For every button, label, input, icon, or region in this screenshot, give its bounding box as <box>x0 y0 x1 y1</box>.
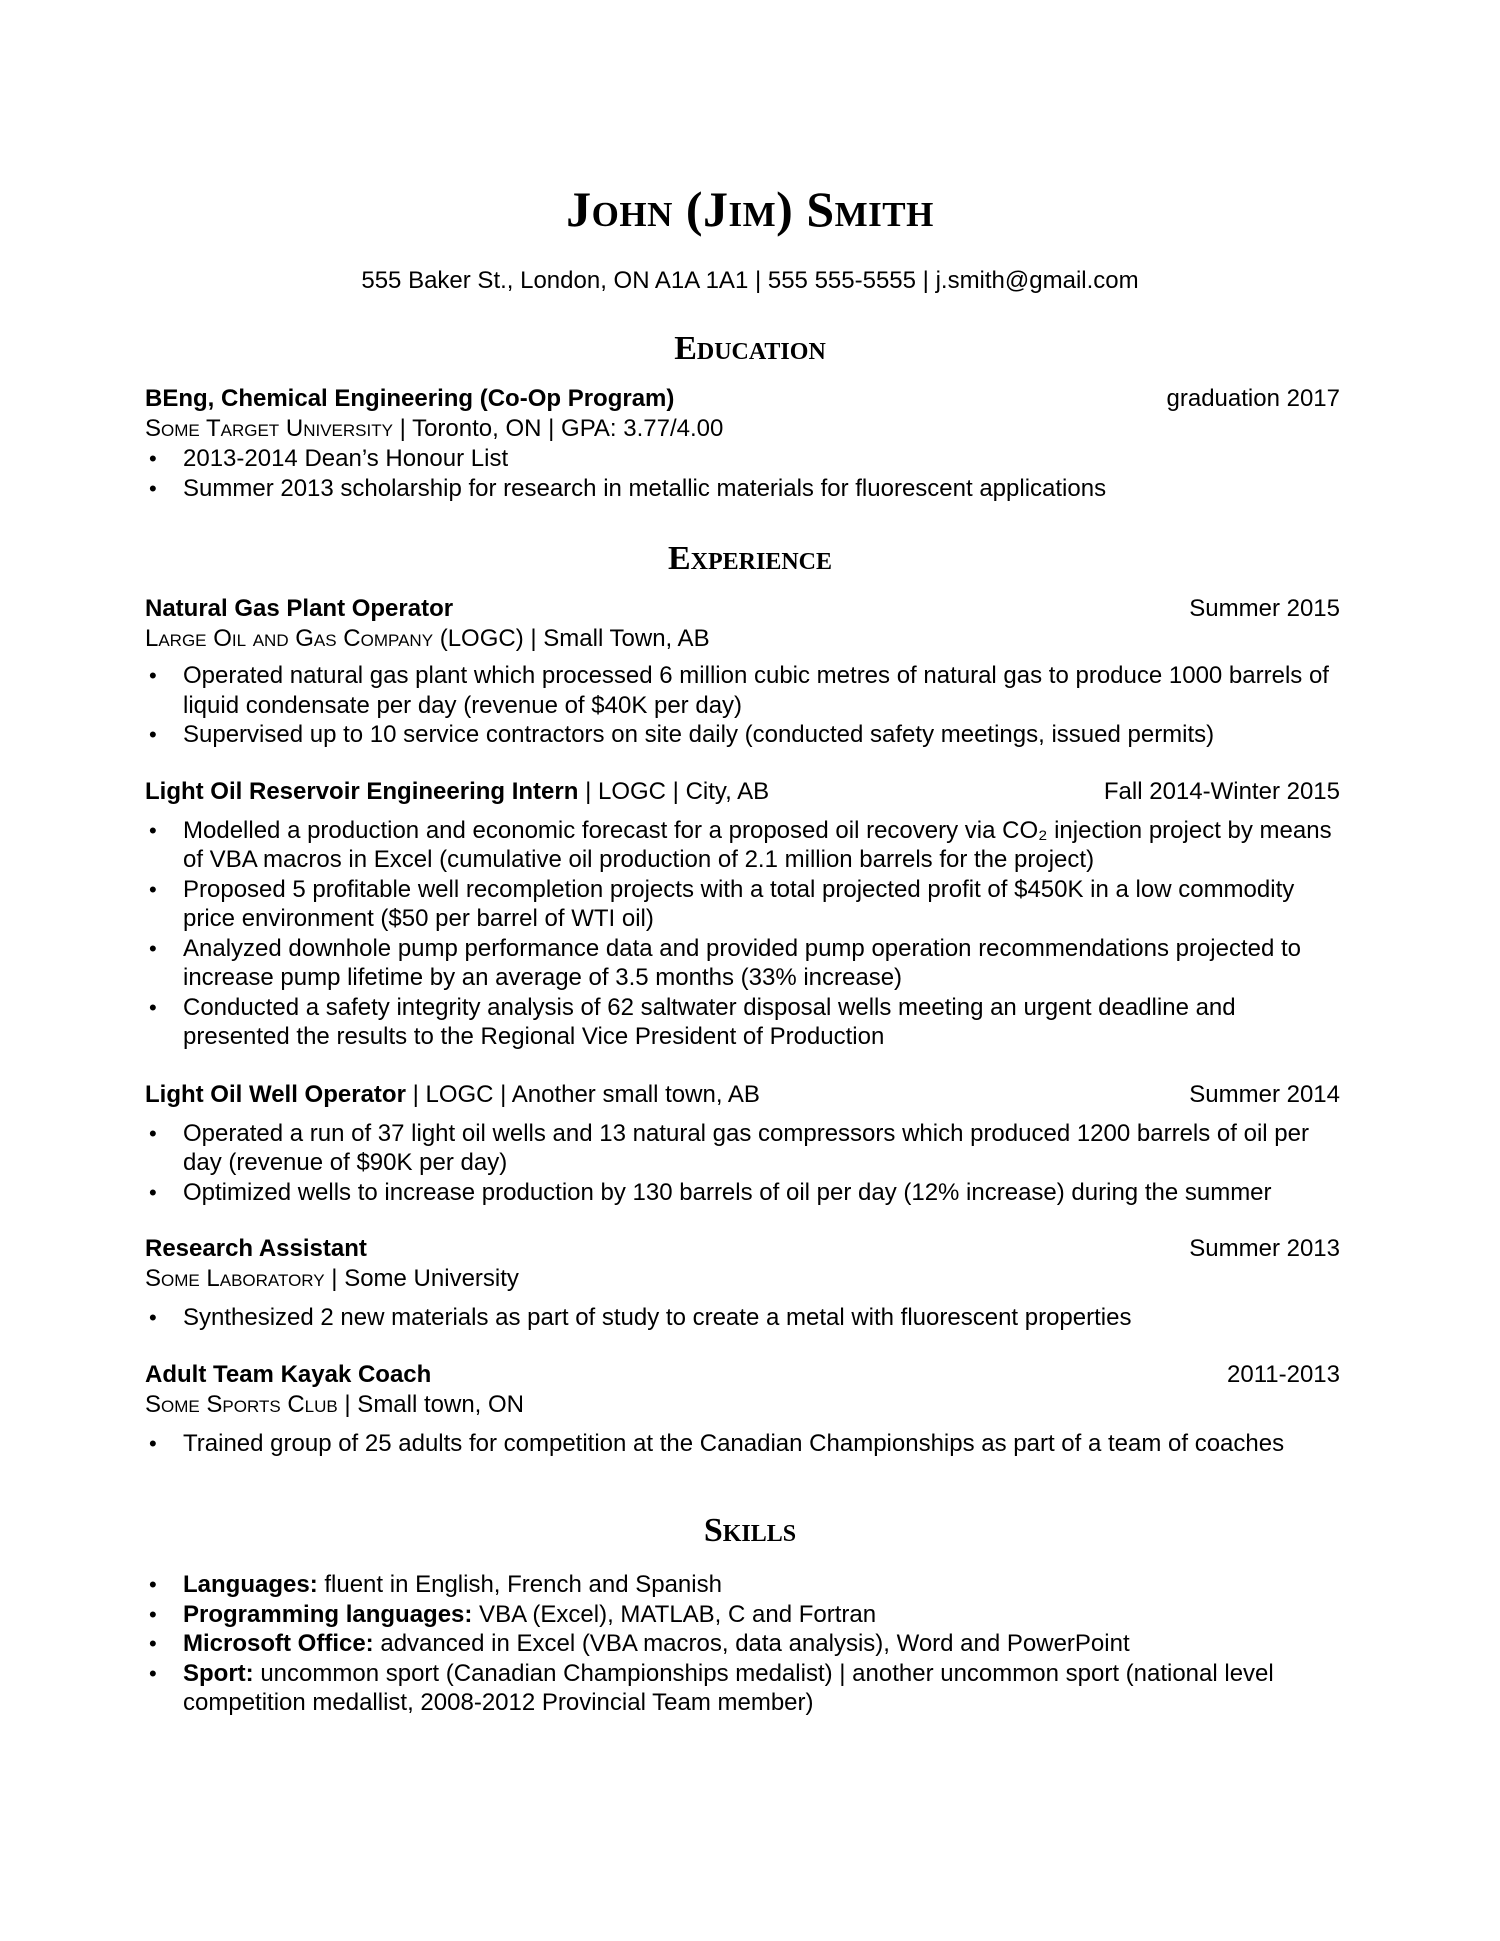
job-location: | LOGC | Another small town, AB <box>405 1080 760 1108</box>
job-title: Light Oil Well Operator <box>145 1080 406 1108</box>
job-date: Summer 2015 <box>1189 595 1340 622</box>
job-location: | LOGC | City, AB <box>578 777 770 805</box>
job-entry <box>145 1234 1340 1333</box>
job-org: Large Oil and Gas Company <box>145 625 434 652</box>
skill-label: Sport: <box>183 1659 254 1687</box>
skills-heading: Skills <box>703 1512 797 1549</box>
experience-list <box>145 594 1340 1458</box>
skill-label: Programming languages: <box>183 1600 473 1628</box>
skills-list <box>145 1570 1340 1718</box>
job-date: Summer 2014 <box>1189 1080 1340 1108</box>
job-bullet: • Operated natural gas plant which processed 6 million cubic metres of natural gas to produce 1000 barrels of liquid condensate per day (revenue of $40K per day) <box>145 661 1338 720</box>
job-title: Light Oil Reservoir Engineering Intern <box>145 777 579 805</box>
job-date: Fall 2014-Winter 2015 <box>1103 777 1340 805</box>
education-heading: Education <box>674 330 826 367</box>
education-bullet: • Summer 2013 scholarship for research in metallic materials for fluorescent applications <box>145 474 1338 504</box>
job-title: Natural Gas Plant Operator <box>145 595 454 622</box>
school-details: | Toronto, ON | GPA: 3.77/4.00 <box>392 415 724 442</box>
skill-item <box>145 1600 1338 1630</box>
job-location: (LOGC) | Small Town, AB <box>433 625 710 652</box>
job-org: Some Laboratory <box>145 1265 325 1292</box>
skill-item <box>145 1570 1338 1600</box>
job-entry <box>145 777 1340 1052</box>
skill-text: VBA (Excel), MATLAB, C and Fortran <box>472 1600 877 1628</box>
job-location: | Some University <box>324 1265 519 1292</box>
job-entry <box>145 594 1340 750</box>
education-entry <box>145 384 1340 503</box>
candidate-name: John (Jim) Smith <box>566 181 934 237</box>
skill-item <box>145 1629 1338 1659</box>
job-bullet: • Trained group of 25 adults for competition at the Canadian Championships as part of a team of coaches <box>145 1429 1363 1459</box>
school-name: Some Target University <box>145 415 393 442</box>
skill-label: Languages: <box>183 1571 318 1598</box>
skill-text: uncommon sport (Canadian Championships medalist) | another uncommon sport (national level competition medallist, 2008-2012 Provincial Team member) <box>183 1659 1274 1716</box>
job-bullet: • Analyzed downhole pump performance data and provided pump operation recommendations projected to increase pump lifetime by an average of 3.5 months (33% increase) <box>145 934 1338 993</box>
education-bullet: • 2013-2014 Dean’s Honour List <box>145 444 1338 474</box>
contact-info: 555 Baker St., London, ON A1A 1A1 | 555 555-5555 | j.smith@gmail.com <box>361 267 1139 294</box>
job-entry <box>145 1360 1340 1459</box>
graduation-date: graduation 2017 <box>1166 385 1340 412</box>
degree: BEng, Chemical Engineering (Co-Op Program) <box>145 385 675 412</box>
job-location: | Small town, ON <box>337 1390 525 1418</box>
job-bullet: • Proposed 5 profitable well recompletion projects with a total projected profit of $450K in a low commodity price environment ($50 per barrel of WTI oil) <box>145 875 1338 934</box>
job-title: Adult Team Kayak Coach <box>145 1360 432 1388</box>
skill-label: Microsoft Office: <box>183 1630 374 1657</box>
job-bullet: • Supervised up to 10 service contractors on site daily (conducted safety meetings, issued permits) <box>145 720 1338 750</box>
job-bullet: • Synthesized 2 new materials as part of study to create a metal with fluorescent properties <box>145 1303 1338 1333</box>
skill-item <box>145 1659 1338 1718</box>
job-date: 2011-2013 <box>1227 1360 1340 1388</box>
job-bullet: • Optimized wells to increase production by 130 barrels of oil per day (12% increase) during the summer <box>145 1178 1338 1208</box>
job-bullet: • Conducted a safety integrity analysis of 62 saltwater disposal wells meeting an urgent deadline and presented the results to the Regional Vice President of Production <box>145 993 1338 1052</box>
job-bullet: • Operated a run of 37 light oil wells and 13 natural gas compressors which produced 1200 barrels of oil per day (revenue of $90K per day) <box>145 1119 1338 1178</box>
job-entry <box>145 1080 1340 1208</box>
experience-heading: Experience <box>667 540 833 577</box>
job-bullet: • Modelled a production and economic forecast for a proposed oil recovery via CO₂ injection project by means of VBA macros in Excel (cumulative oil production of 2.1 million barrels for the project) <box>145 816 1338 875</box>
job-org: Some Sports Club <box>145 1390 338 1418</box>
job-date: Summer 2013 <box>1189 1235 1340 1262</box>
skill-text: fluent in English, French and Spanish <box>317 1571 722 1598</box>
skill-text: advanced in Excel (VBA macros, data analysis), Word and PowerPoint <box>373 1630 1130 1657</box>
job-title: Research Assistant <box>145 1235 367 1262</box>
